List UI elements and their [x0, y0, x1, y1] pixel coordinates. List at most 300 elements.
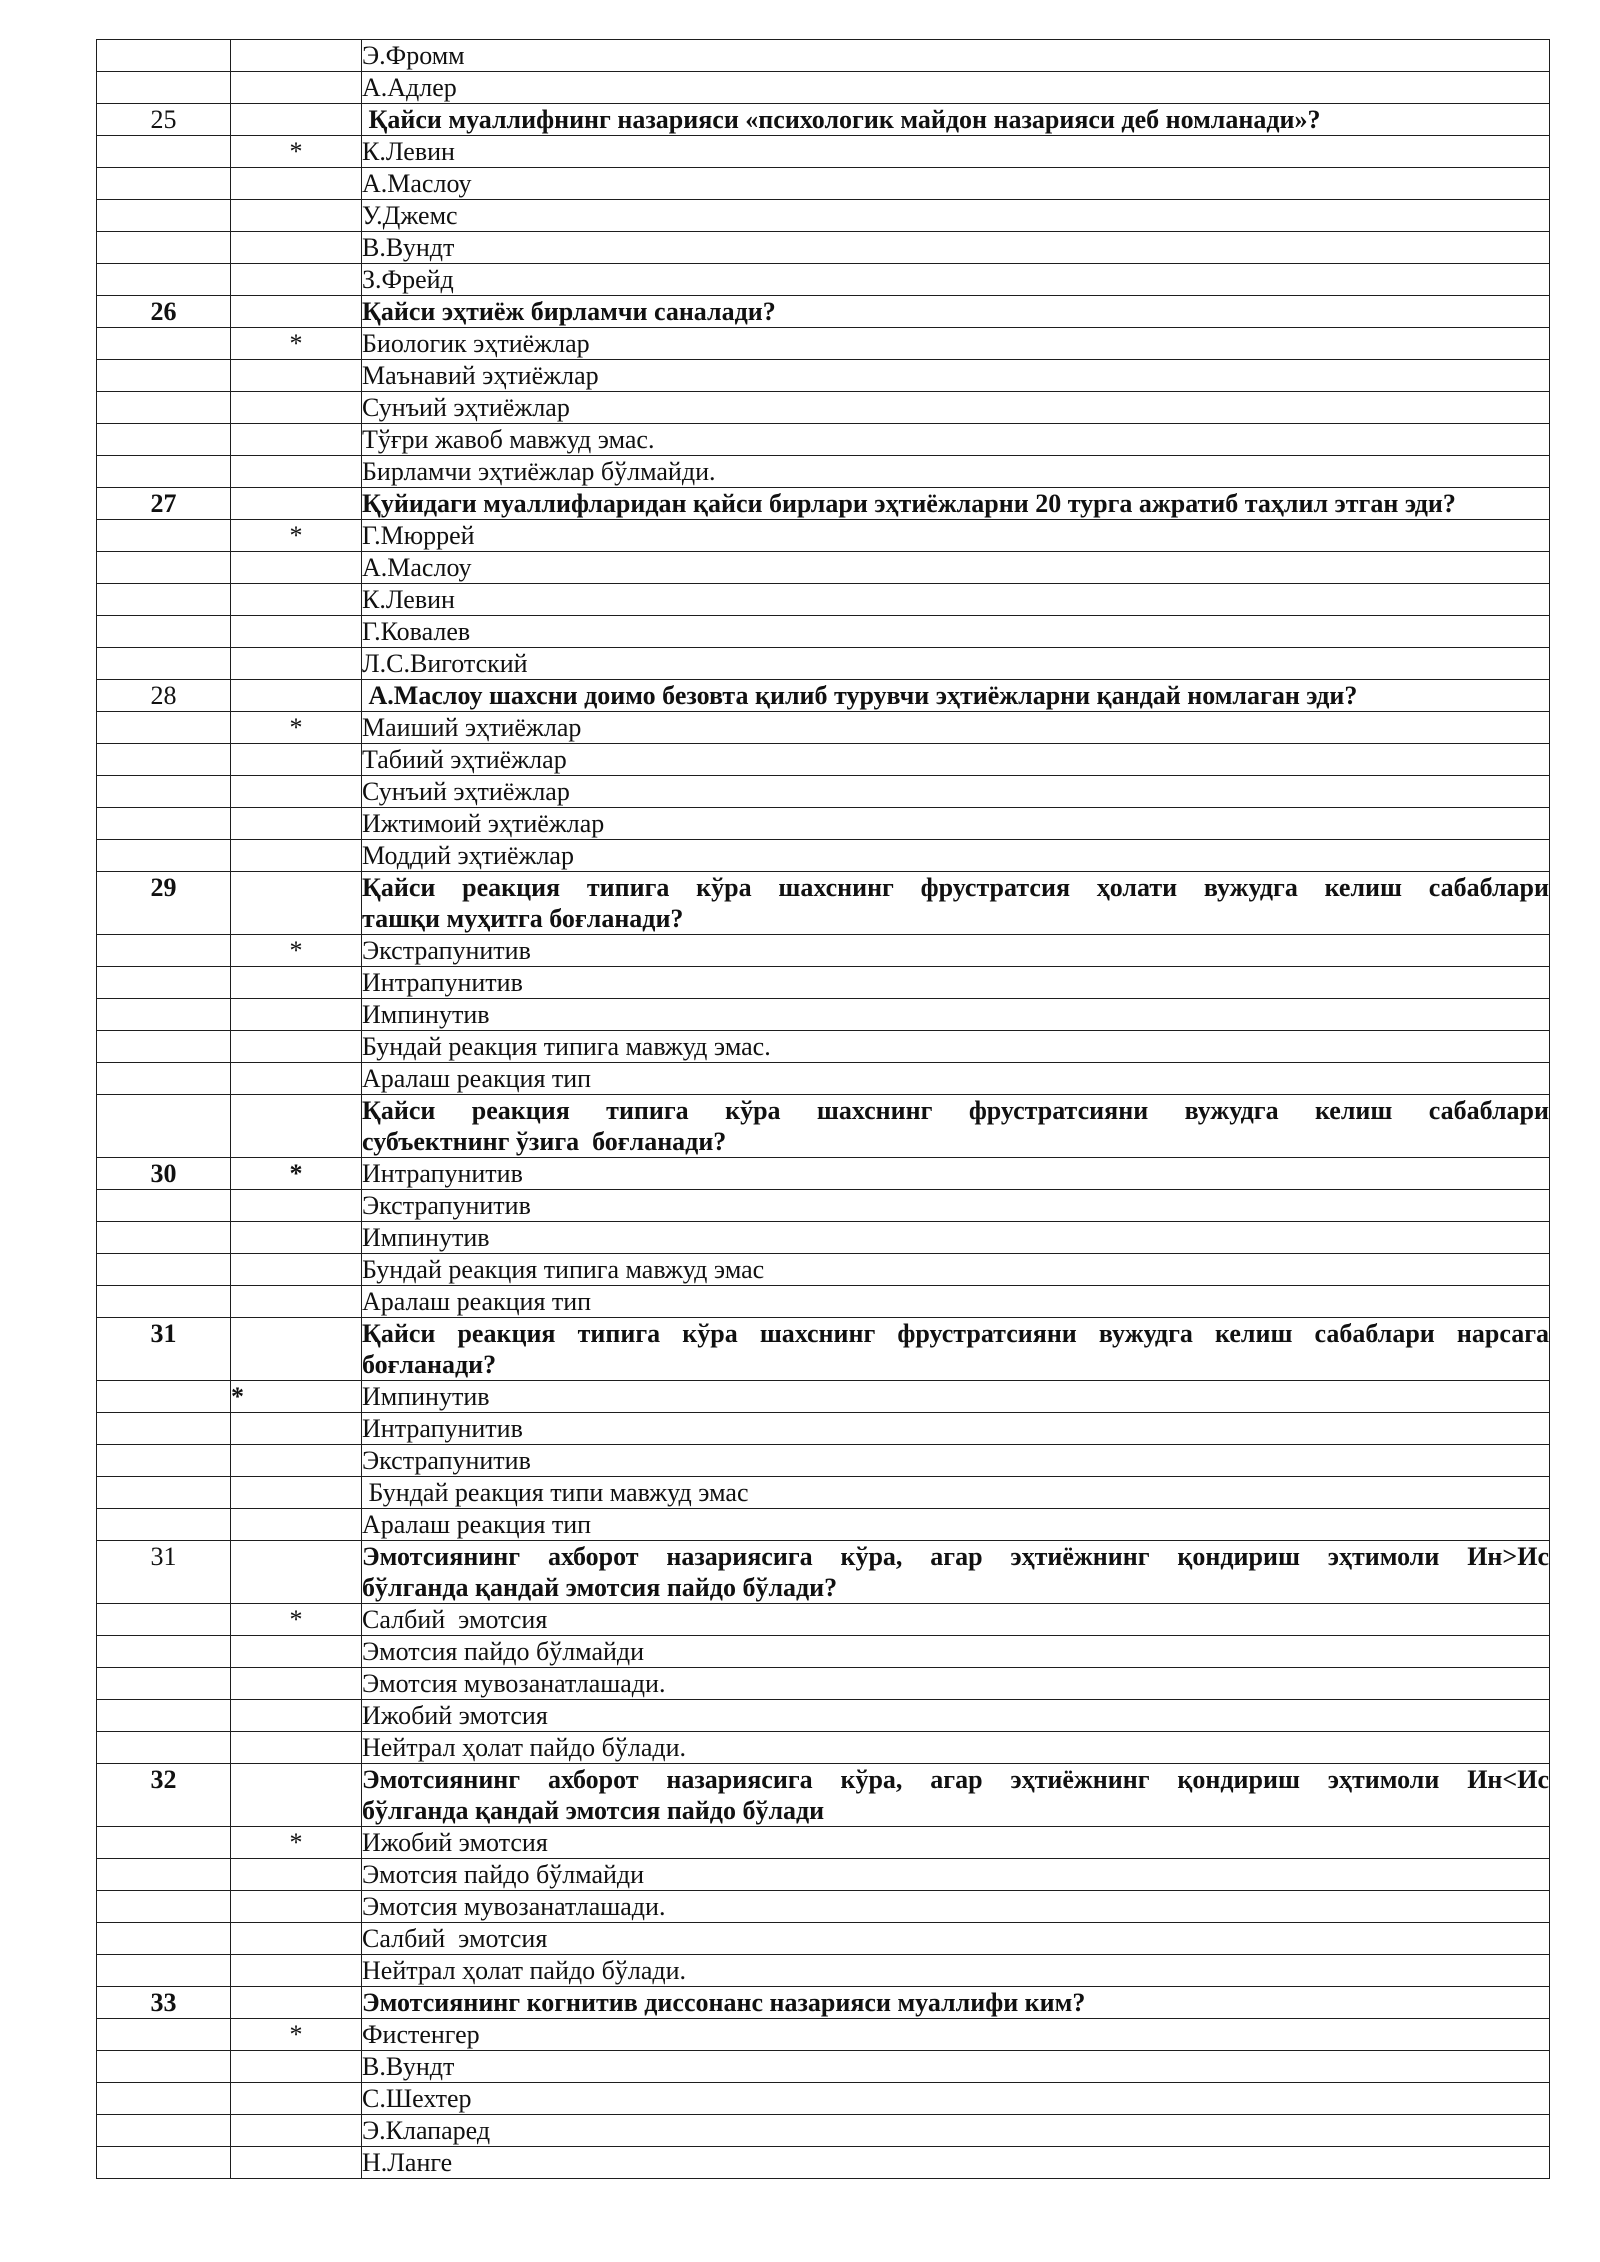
question-number — [97, 1254, 231, 1286]
option-text — [362, 1923, 1550, 1955]
option-label: Экстрапунитив — [362, 1446, 531, 1475]
question-number — [97, 1509, 231, 1541]
option-row — [97, 1063, 1550, 1095]
question-text — [362, 296, 1550, 328]
option-label: Интрапунитив — [362, 1159, 523, 1188]
option-row — [97, 1190, 1550, 1222]
option-text — [362, 999, 1550, 1031]
option-label: К.Левин — [362, 585, 455, 614]
question-text-line: Қайси эҳтиёж бирламчи саналади? — [362, 297, 776, 326]
question-number: 33 — [97, 1987, 231, 2019]
option-row — [97, 1827, 1550, 1859]
marker-cell — [231, 1063, 362, 1095]
correct-answer-marker: * — [231, 1604, 362, 1636]
marker-cell — [231, 552, 362, 584]
option-text — [362, 136, 1550, 168]
option-text — [362, 1636, 1550, 1668]
option-text — [362, 1827, 1550, 1859]
option-label: Эмотсия пайдо бўлмайди — [362, 1637, 645, 1666]
option-text — [362, 2115, 1550, 2147]
option-text — [362, 1381, 1550, 1413]
option-text — [362, 1477, 1550, 1509]
option-label: Сунъий эҳтиёжлар — [362, 393, 570, 422]
question-text — [362, 1764, 1550, 1827]
question-number — [97, 1095, 231, 1158]
question-text — [362, 488, 1550, 520]
question-number — [97, 1859, 231, 1891]
question-row — [97, 1095, 1550, 1158]
question-text-line: Эмотсиянинг ахборот назариясига кўра, агар эҳтиёжнинг қондириш эҳтимоли Ин<Ис — [362, 1765, 1549, 1794]
option-row — [97, 999, 1550, 1031]
option-label: А.Адлер — [362, 73, 457, 102]
option-text — [362, 360, 1550, 392]
option-text — [362, 1063, 1550, 1095]
marker-cell — [231, 1955, 362, 1987]
option-label: К.Левин — [362, 137, 455, 166]
option-text — [362, 2051, 1550, 2083]
question-text — [362, 680, 1550, 712]
question-number — [97, 999, 231, 1031]
marker-cell — [231, 584, 362, 616]
option-row — [97, 935, 1550, 967]
marker-cell — [231, 1318, 362, 1381]
option-label: Эмотсия пайдо бўлмайди — [362, 1860, 645, 1889]
option-label: Маънавий эҳтиёжлар — [362, 361, 599, 390]
option-row — [97, 456, 1550, 488]
question-number — [97, 1381, 231, 1413]
marker-cell — [231, 424, 362, 456]
question-row — [97, 1318, 1550, 1381]
option-label: Г.Мюррей — [362, 521, 475, 550]
question-row — [97, 1764, 1550, 1827]
question-number — [97, 2083, 231, 2115]
marker-cell — [231, 1668, 362, 1700]
option-row — [97, 520, 1550, 552]
option-row — [97, 648, 1550, 680]
option-row — [97, 808, 1550, 840]
question-number: 32 — [97, 1764, 231, 1827]
option-text — [362, 1891, 1550, 1923]
option-text — [362, 264, 1550, 296]
marker-cell — [231, 1859, 362, 1891]
question-text-line: боғланади? — [362, 1350, 497, 1379]
option-row — [97, 1031, 1550, 1063]
option-row — [97, 72, 1550, 104]
option-label: Салбий эмотсия — [362, 1924, 548, 1953]
option-label: Нейтрал ҳолат пайдо бўлади. — [362, 1956, 686, 1985]
option-text — [362, 2147, 1550, 2179]
question-number: 30 — [97, 1158, 231, 1190]
option-label: Фистенгер — [362, 2020, 480, 2049]
marker-cell — [231, 104, 362, 136]
question-row — [97, 1987, 1550, 2019]
question-number — [97, 1445, 231, 1477]
marker-cell — [231, 2051, 362, 2083]
option-row — [97, 424, 1550, 456]
option-label: Экстрапунитив — [362, 1191, 531, 1220]
question-row — [97, 488, 1550, 520]
option-text — [362, 1700, 1550, 1732]
marker-cell — [231, 967, 362, 999]
option-text — [362, 552, 1550, 584]
option-text — [362, 1668, 1550, 1700]
option-row — [97, 1254, 1550, 1286]
option-label: Бирламчи эҳтиёжлар бўлмайди. — [362, 457, 716, 486]
question-text-line: субъектнинг ўзига боғланади? — [362, 1127, 727, 1156]
question-number — [97, 1286, 231, 1318]
option-label: Аралаш реакция тип — [362, 1064, 592, 1093]
question-number — [97, 264, 231, 296]
question-number — [97, 2115, 231, 2147]
option-text — [362, 935, 1550, 967]
option-text — [362, 1254, 1550, 1286]
option-text — [362, 1286, 1550, 1318]
option-row — [97, 200, 1550, 232]
question-number — [97, 1700, 231, 1732]
question-number: 31 — [97, 1318, 231, 1381]
option-row — [97, 584, 1550, 616]
option-row — [97, 40, 1550, 72]
option-text — [362, 967, 1550, 999]
option-row — [97, 776, 1550, 808]
marker-cell — [231, 1286, 362, 1318]
option-row — [97, 1668, 1550, 1700]
option-label: З.Фрейд — [362, 265, 454, 294]
option-text — [362, 168, 1550, 200]
question-number — [97, 552, 231, 584]
option-label: Эмотсия мувозанатлашади. — [362, 1669, 666, 1698]
question-number — [97, 1031, 231, 1063]
option-text — [362, 456, 1550, 488]
question-number — [97, 200, 231, 232]
option-text — [362, 1445, 1550, 1477]
marker-cell — [231, 168, 362, 200]
option-text — [362, 712, 1550, 744]
option-label: Л.С.Виготский — [362, 649, 528, 678]
option-row — [97, 264, 1550, 296]
marker-cell — [231, 1509, 362, 1541]
correct-answer-marker: * — [231, 520, 362, 552]
marker-cell — [231, 232, 362, 264]
option-row — [97, 2147, 1550, 2179]
option-text — [362, 424, 1550, 456]
option-label: Салбий эмотсия — [362, 1605, 548, 1634]
marker-cell — [231, 1445, 362, 1477]
marker-cell — [231, 2083, 362, 2115]
question-number — [97, 232, 231, 264]
question-text-line: Эмотсиянинг когнитив диссонанс назарияси муаллифи ким? — [362, 1988, 1086, 2017]
option-text — [362, 392, 1550, 424]
option-text — [362, 2019, 1550, 2051]
option-label: Маиший эҳтиёжлар — [362, 713, 582, 742]
marker-cell — [231, 1636, 362, 1668]
option-text — [362, 1732, 1550, 1764]
correct-answer-marker: * — [231, 136, 362, 168]
option-text — [362, 1604, 1550, 1636]
option-row — [97, 1477, 1550, 1509]
option-text — [362, 584, 1550, 616]
question-number: 28 — [97, 680, 231, 712]
option-row — [97, 1859, 1550, 1891]
marker-cell — [231, 360, 362, 392]
option-label: Ижтимоий эҳтиёжлар — [362, 809, 605, 838]
option-row — [97, 232, 1550, 264]
option-text — [362, 744, 1550, 776]
option-label: Бундай реакция типига мавжуд эмас — [362, 1255, 765, 1284]
option-text — [362, 776, 1550, 808]
question-row — [97, 872, 1550, 935]
question-text-line: Эмотсиянинг ахборот назариясига кўра, агар эҳтиёжнинг қондириш эҳтимоли Ин>Ис — [362, 1542, 1549, 1571]
question-text-line: Қайси реакция типига кўра шахснинг фрустратсия ҳолати вужудга келиш сабаблари — [362, 873, 1549, 902]
option-row — [97, 1445, 1550, 1477]
question-text-line: Қайси реакция типига кўра шахснинг фрустратсияни вужудга келиш сабаблари — [362, 1096, 1549, 1125]
option-label: С.Шехтер — [362, 2084, 472, 2113]
correct-answer-marker: * — [231, 712, 362, 744]
option-label: Моддий эҳтиёжлар — [362, 841, 574, 870]
question-number — [97, 1636, 231, 1668]
question-number — [97, 1891, 231, 1923]
option-label: А.Маслоу — [362, 553, 472, 582]
question-number: 26 — [97, 296, 231, 328]
marker-cell — [231, 840, 362, 872]
question-number — [97, 424, 231, 456]
question-text — [362, 1987, 1550, 2019]
option-text — [362, 520, 1550, 552]
question-text-line: ташқи муҳитга боғланади? — [362, 904, 684, 933]
option-text — [362, 616, 1550, 648]
marker-cell — [231, 72, 362, 104]
marker-cell — [231, 1477, 362, 1509]
question-row — [97, 104, 1550, 136]
option-text — [362, 1859, 1550, 1891]
question-text — [362, 1318, 1550, 1381]
option-label: Интрапунитив — [362, 1414, 523, 1443]
option-row — [97, 1732, 1550, 1764]
question-number — [97, 1732, 231, 1764]
option-label: Э.Фромм — [362, 41, 465, 70]
question-number — [97, 456, 231, 488]
option-row — [97, 2115, 1550, 2147]
question-number — [97, 1190, 231, 1222]
marker-cell — [231, 1923, 362, 1955]
option-row — [97, 392, 1550, 424]
marker-cell — [231, 1541, 362, 1604]
question-number — [97, 648, 231, 680]
question-number — [97, 744, 231, 776]
marker-cell — [231, 200, 362, 232]
question-number — [97, 328, 231, 360]
option-label: У.Джемс — [362, 201, 458, 230]
marker-cell — [231, 872, 362, 935]
question-number — [97, 808, 231, 840]
question-number — [97, 935, 231, 967]
marker-cell — [231, 680, 362, 712]
question-number — [97, 712, 231, 744]
question-text-line: Қайси реакция типига кўра шахснинг фрустратсияни вужудга келиш сабаблари нарсага — [362, 1319, 1549, 1348]
question-number — [97, 1827, 231, 1859]
question-text-line: бўлганда қандай эмотсия пайдо бўлади — [362, 1796, 825, 1825]
option-text — [362, 1955, 1550, 1987]
option-text — [362, 1158, 1550, 1190]
option-text — [362, 1222, 1550, 1254]
question-text — [362, 104, 1550, 136]
question-number — [97, 1063, 231, 1095]
option-label: Аралаш реакция тип — [362, 1510, 592, 1539]
question-number — [97, 40, 231, 72]
marker-cell — [231, 1222, 362, 1254]
question-number — [97, 360, 231, 392]
question-number — [97, 1477, 231, 1509]
option-row — [97, 2051, 1550, 2083]
question-number — [97, 2019, 231, 2051]
correct-answer-marker: * — [231, 935, 362, 967]
question-text — [362, 1541, 1550, 1604]
quiz-table — [96, 39, 1550, 2179]
option-row — [97, 552, 1550, 584]
question-number — [97, 1955, 231, 1987]
option-row — [97, 328, 1550, 360]
option-label: Тўғри жавоб мавжуд эмас. — [362, 425, 655, 454]
option-text — [362, 1509, 1550, 1541]
option-row — [97, 1286, 1550, 1318]
option-label: Аралаш реакция тип — [362, 1287, 592, 1316]
option-label: Ижобий эмотсия — [362, 1828, 548, 1857]
question-text — [362, 1095, 1550, 1158]
marker-cell — [231, 2147, 362, 2179]
question-number — [97, 168, 231, 200]
option-text — [362, 1413, 1550, 1445]
option-label: Бундай реакция типига мавжуд эмас. — [362, 1032, 771, 1061]
question-number — [97, 776, 231, 808]
option-row — [97, 1604, 1550, 1636]
marker-cell — [231, 264, 362, 296]
marker-cell — [231, 648, 362, 680]
question-number — [97, 967, 231, 999]
question-text — [362, 872, 1550, 935]
correct-answer-marker: * — [231, 1158, 362, 1190]
option-row — [97, 168, 1550, 200]
option-row — [97, 712, 1550, 744]
marker-cell — [231, 456, 362, 488]
option-label: Экстрапунитив — [362, 936, 531, 965]
option-label: Н.Ланге — [362, 2148, 453, 2177]
option-text — [362, 648, 1550, 680]
marker-cell — [231, 1700, 362, 1732]
question-number: 29 — [97, 872, 231, 935]
option-text — [362, 840, 1550, 872]
option-label: В.Вундт — [362, 2052, 455, 2081]
option-label: Импинутив — [362, 1000, 490, 1029]
option-label: Интрапунитив — [362, 968, 523, 997]
question-row — [97, 296, 1550, 328]
question-number — [97, 1668, 231, 1700]
marker-cell — [231, 1095, 362, 1158]
option-row — [97, 1381, 1550, 1413]
option-label: Биологик эҳтиёжлар — [362, 329, 590, 358]
correct-answer-marker: * — [231, 1827, 362, 1859]
option-label: Г.Ковалев — [362, 617, 471, 646]
option-row — [97, 1923, 1550, 1955]
option-label: Табиий эҳтиёжлар — [362, 745, 567, 774]
question-number — [97, 1923, 231, 1955]
option-row — [97, 967, 1550, 999]
question-text-line: А.Маслоу шахсни доимо безовта қилиб турувчи эҳтиёжларни қандай номлаган эди? — [362, 681, 1358, 710]
question-number — [97, 1604, 231, 1636]
option-text — [362, 200, 1550, 232]
option-row — [97, 2019, 1550, 2051]
question-number: 31 — [97, 1541, 231, 1604]
question-number — [97, 72, 231, 104]
option-text — [362, 232, 1550, 264]
option-row — [97, 1891, 1550, 1923]
question-row — [97, 680, 1550, 712]
option-row — [97, 136, 1550, 168]
option-label: Э.Клапаред — [362, 2116, 491, 2145]
question-number: 25 — [97, 104, 231, 136]
marker-cell — [231, 616, 362, 648]
option-row — [97, 360, 1550, 392]
option-label: Импинутив — [362, 1382, 490, 1411]
option-text — [362, 808, 1550, 840]
marker-cell — [231, 1987, 362, 2019]
correct-answer-marker: * — [231, 1381, 362, 1413]
question-text-line: Қайси муаллифнинг назарияси «психологик майдон назарияси деб номланади»? — [362, 105, 1321, 134]
marker-cell — [231, 744, 362, 776]
option-row — [97, 1509, 1550, 1541]
option-row — [97, 1955, 1550, 1987]
marker-cell — [231, 776, 362, 808]
option-label: Сунъий эҳтиёжлар — [362, 777, 570, 806]
option-label: Ижобий эмотсия — [362, 1701, 548, 1730]
marker-cell — [231, 392, 362, 424]
option-row — [97, 2083, 1550, 2115]
option-row — [97, 1413, 1550, 1445]
option-label: Бундай реакция типи мавжуд эмас — [362, 1478, 749, 1507]
marker-cell — [231, 1031, 362, 1063]
question-text-line: бўлганда қандай эмотсия пайдо бўлади? — [362, 1573, 838, 1602]
correct-answer-marker: * — [231, 328, 362, 360]
correct-answer-marker: * — [231, 2019, 362, 2051]
option-text — [362, 72, 1550, 104]
option-row — [97, 616, 1550, 648]
option-label: Эмотсия мувозанатлашади. — [362, 1892, 666, 1921]
option-text — [362, 1031, 1550, 1063]
option-text — [362, 1190, 1550, 1222]
question-number — [97, 1222, 231, 1254]
question-number — [97, 2051, 231, 2083]
option-label: А.Маслоу — [362, 169, 472, 198]
question-number — [97, 584, 231, 616]
marker-cell — [231, 808, 362, 840]
marker-cell — [231, 999, 362, 1031]
option-row — [97, 840, 1550, 872]
question-text-line: Қуйидаги муаллифларидан қайси бирлари эҳтиёжларни 20 турга ажратиб таҳлил этган эди? — [362, 489, 1456, 518]
question-number — [97, 136, 231, 168]
question-number — [97, 616, 231, 648]
option-text — [362, 40, 1550, 72]
question-number — [97, 1413, 231, 1445]
marker-cell — [231, 1254, 362, 1286]
question-row — [97, 1541, 1550, 1604]
question-number — [97, 520, 231, 552]
marker-cell — [231, 296, 362, 328]
question-number — [97, 840, 231, 872]
marker-cell — [231, 1764, 362, 1827]
marker-cell — [231, 1190, 362, 1222]
marker-cell — [231, 2115, 362, 2147]
option-label: В.Вундт — [362, 233, 455, 262]
quiz-rows — [97, 40, 1550, 2179]
